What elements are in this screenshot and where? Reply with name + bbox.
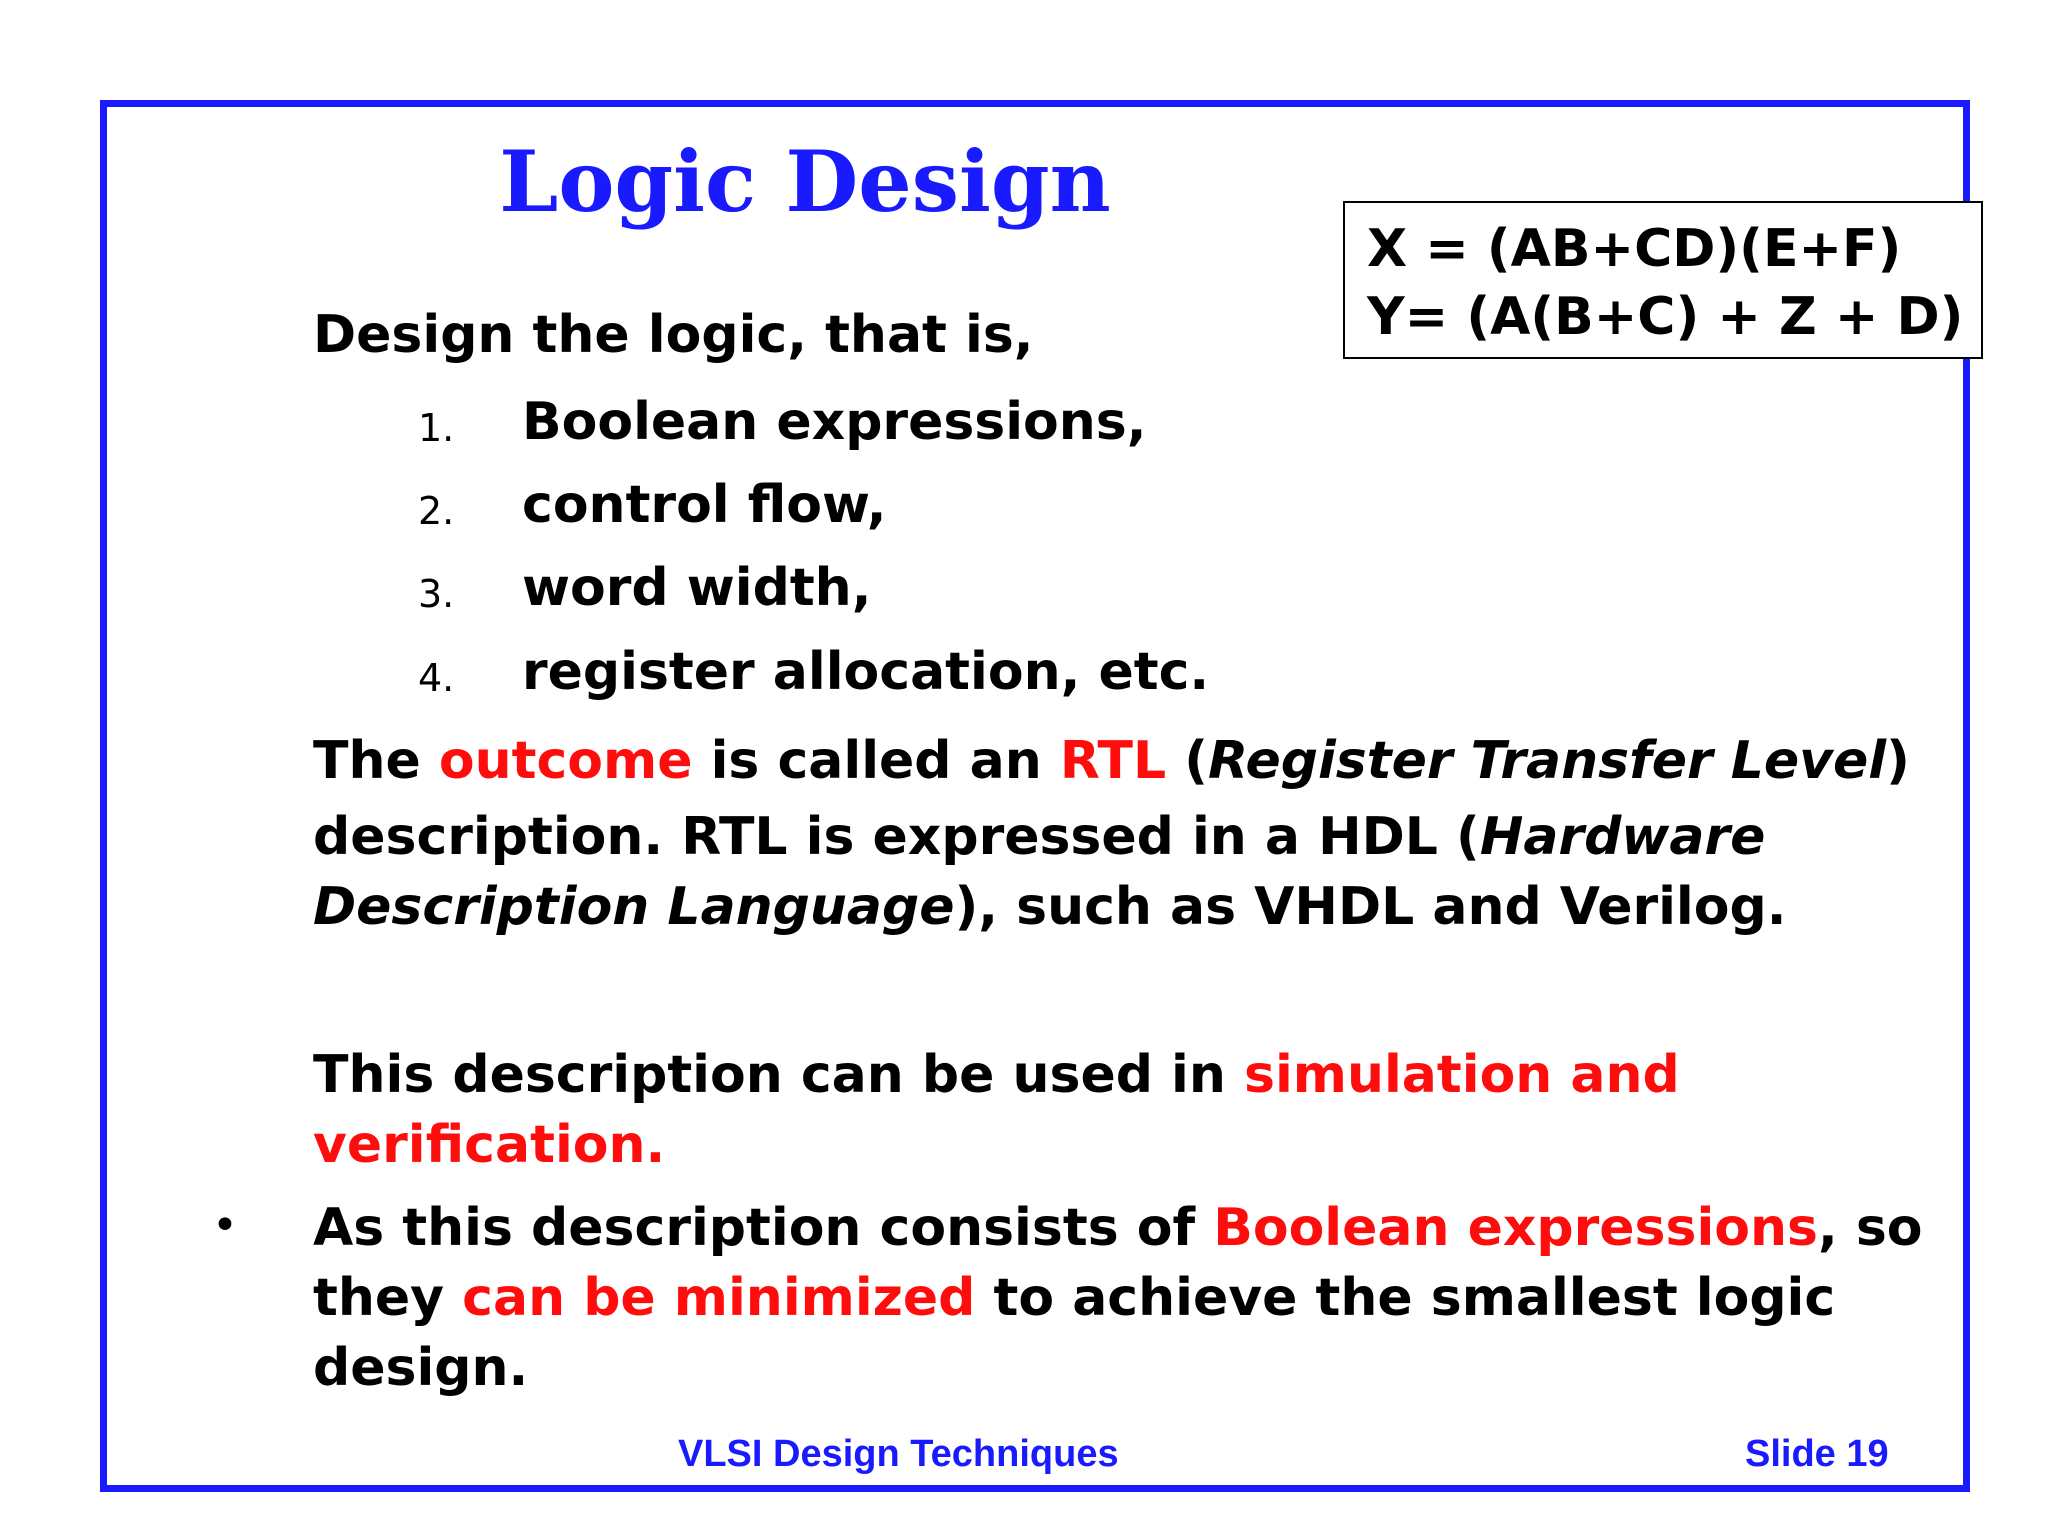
intro-text: Design the logic, that is, (313, 305, 1034, 365)
min-line-1 (313, 1193, 1923, 1263)
text-span: The (313, 731, 439, 791)
hdl-full-name-b: Description Language (313, 877, 955, 937)
text-span: design. (313, 1338, 529, 1398)
footer-course-title: VLSI Design Techniques (678, 1433, 1119, 1475)
text-span: ) (1886, 731, 1910, 791)
outcome-highlight: outcome (438, 731, 693, 791)
boolean-highlight: Boolean expressions (1213, 1198, 1818, 1258)
text-span: ( (1166, 731, 1209, 791)
rtl-line-3 (313, 872, 1910, 942)
text-span: description. RTL is expressed in a HDL ( (313, 807, 1480, 867)
list-text: Boolean expressions, (522, 392, 1147, 452)
simulation-paragraph (313, 1040, 1680, 1180)
text-span: This description can be used in (313, 1045, 1244, 1105)
list-text: control flow, (522, 475, 887, 535)
minimization-paragraph (313, 1193, 1923, 1403)
list-number: 2. (418, 489, 455, 533)
text-span: they (313, 1268, 463, 1328)
list-text: register allocation, etc. (522, 642, 1210, 702)
verification-highlight: verification. (313, 1115, 666, 1175)
text-span: is called an (692, 731, 1060, 791)
formula-y: Y= (A(B+C) + Z + D) (1367, 287, 1964, 347)
footer-slide-number: Slide 19 (1745, 1433, 1889, 1475)
bullet-point: • (212, 1200, 238, 1251)
formula-box (1343, 201, 1983, 359)
hdl-full-name-a: Hardware (1479, 807, 1766, 867)
rtl-line-2 (313, 802, 1910, 872)
sim-line-1 (313, 1040, 1680, 1110)
min-line-2 (313, 1263, 1923, 1333)
text-span: , so (1817, 1198, 1923, 1258)
rtl-paragraph (313, 720, 1910, 942)
list-number: 3. (418, 572, 455, 616)
sim-line-2 (313, 1110, 1680, 1180)
text-span: ), such as VHDL and Verilog. (954, 877, 1787, 937)
rtl-line-1 (313, 720, 1910, 802)
text-span: As this description consists of (313, 1198, 1214, 1258)
list-text: word width, (522, 558, 872, 618)
minimized-highlight: can be minimized (462, 1268, 976, 1328)
formula-x: X = (AB+CD)(E+F) (1367, 219, 1902, 279)
rtl-full-name: Register Transfer Level (1208, 731, 1887, 791)
rtl-highlight: RTL (1059, 731, 1167, 791)
list-number: 4. (418, 656, 455, 700)
simulation-highlight: simulation and (1244, 1045, 1680, 1105)
min-line-3 (313, 1333, 1923, 1403)
list-number: 1. (418, 406, 455, 450)
slide-title: Logic Design (499, 132, 1111, 231)
text-span: to achieve the smallest logic (975, 1268, 1836, 1328)
